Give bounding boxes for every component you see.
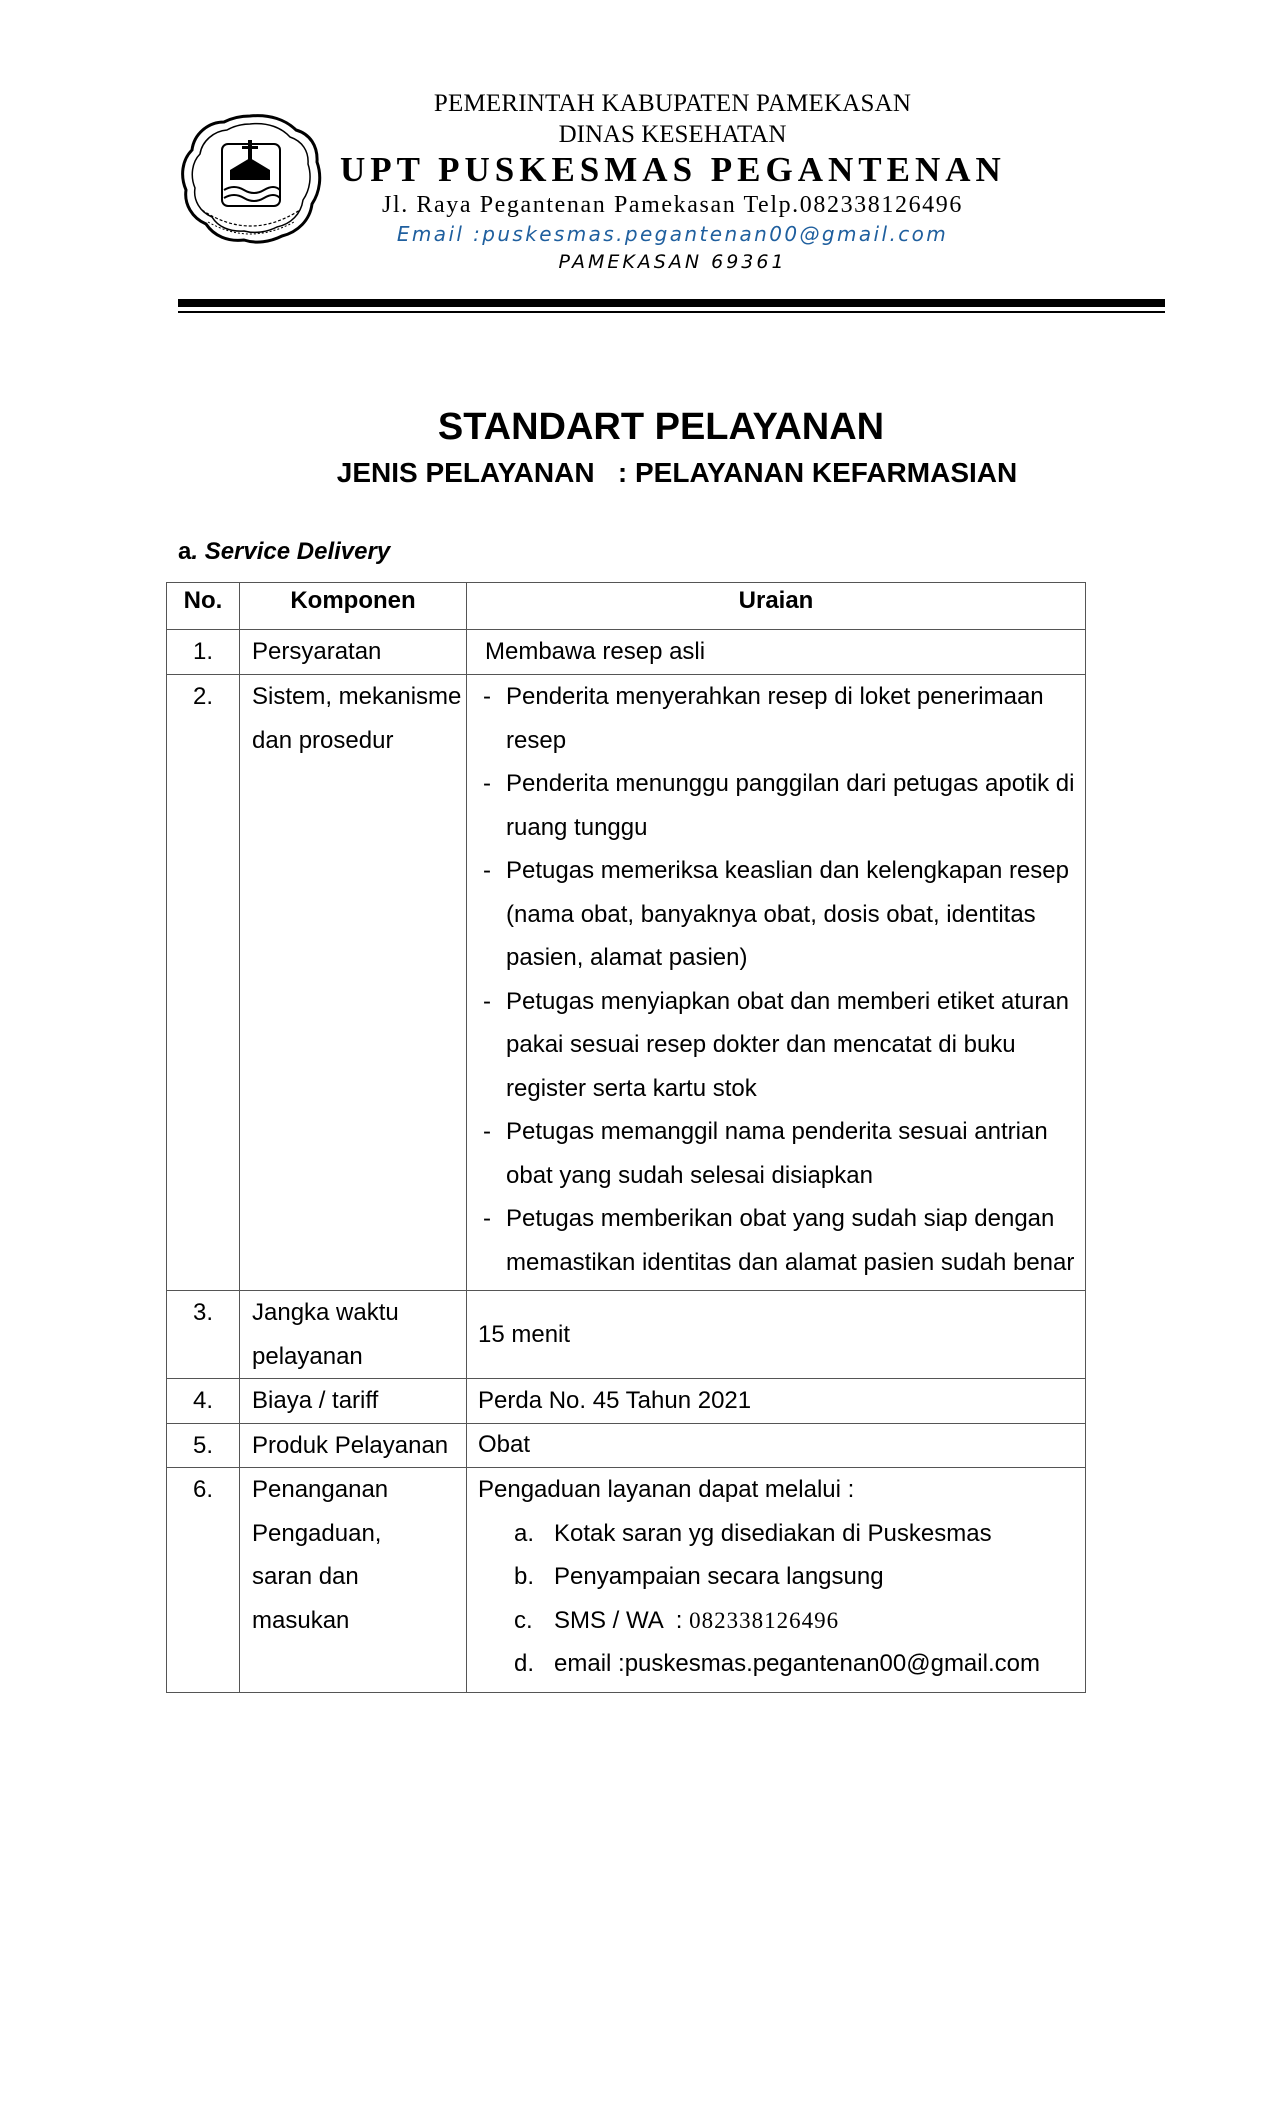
list-item: - Petugas menyiapkan obat dan memberi etiket aturan pakai sesuai resep dokter dan mencatat di buku register serta kartu stok xyxy=(478,980,1085,1111)
header-uraian: Uraian xyxy=(467,583,1086,630)
row-uraian: Perda No. 45 Tahun 2021 xyxy=(467,1379,1086,1424)
letterhead-address: Jl. Raya Pegantenan Pamekasan Telp.082338126496 xyxy=(382,192,963,218)
complaint-channel-list xyxy=(478,1512,1085,1686)
list-marker: b. xyxy=(514,1563,535,1590)
section-prefix: a xyxy=(178,538,192,565)
row-uraian: 15 menit xyxy=(467,1291,1086,1379)
list-item xyxy=(514,1512,1085,1556)
letterhead-divider-thick xyxy=(178,299,1165,307)
row-no: 4. xyxy=(167,1379,240,1424)
row-komponen: Jangka waktu pelayanan xyxy=(240,1291,467,1379)
list-text: email :puskesmas.pegantenan00@gmail.com xyxy=(554,1650,1040,1677)
row-no: 6. xyxy=(167,1468,240,1693)
list-item: - Penderita menyerahkan resep di loket penerimaan resep xyxy=(478,675,1085,762)
row-komponen: Sistem, mekanisme dan prosedur xyxy=(240,675,467,1291)
table-header-row xyxy=(167,583,1086,630)
row-no: 5. xyxy=(167,1423,240,1468)
letterhead-department: DINAS KESEHATAN xyxy=(558,121,787,148)
letterhead-email: Email :puskesmas.pegantenan00@gmail.com xyxy=(396,222,949,246)
list-text: SMS / WA : xyxy=(554,1606,690,1634)
procedure-list xyxy=(478,675,1085,1284)
list-text: Kotak saran yg disediakan di Puskesmas xyxy=(554,1519,992,1547)
table-row xyxy=(167,1423,1086,1468)
complaint-intro: Pengaduan layanan dapat melalui : xyxy=(478,1476,855,1503)
list-item: - Penderita menunggu panggilan dari petugas apotik di ruang tunggu xyxy=(478,762,1085,849)
service-type-subtitle: JENIS PELAYANAN : PELAYANAN KEFARMASIAN xyxy=(336,457,1018,488)
letterhead-government: PEMERINTAH KABUPATEN PAMEKASAN xyxy=(433,90,912,117)
list-item xyxy=(514,1642,1085,1686)
row-no: 2. xyxy=(167,675,240,1291)
row-komponen: Persyaratan xyxy=(240,630,467,675)
document-title: STANDART PELAYANAN xyxy=(437,406,885,448)
table-row xyxy=(167,675,1086,1291)
table-row xyxy=(167,1468,1086,1693)
letterhead-divider-thin xyxy=(178,311,1165,313)
row-komponen: Produk Pelayanan xyxy=(240,1423,467,1468)
row-uraian: Obat xyxy=(467,1423,1086,1468)
row-no: 1. xyxy=(167,630,240,675)
regional-emblem-icon xyxy=(178,110,323,245)
phone-number: 082338126496 xyxy=(689,1607,840,1633)
list-item: - Petugas memberikan obat yang sudah siap dengan memastikan identitas dan alamat pasien sudah benar xyxy=(478,1197,1085,1284)
list-text: Penyampaian secara langsung xyxy=(554,1563,884,1590)
row-no: 3. xyxy=(167,1291,240,1379)
section-label: . Service Delivery xyxy=(191,538,391,565)
list-marker: a. xyxy=(514,1519,535,1547)
row-uraian xyxy=(467,675,1086,1291)
list-marker: d. xyxy=(514,1650,535,1677)
list-item xyxy=(514,1599,1085,1643)
letterhead-institution: UPT PUSKESMAS PEGANTENAN xyxy=(340,150,1006,189)
list-item xyxy=(514,1555,1085,1599)
list-marker: c. xyxy=(514,1606,533,1634)
table-row xyxy=(167,1379,1086,1424)
section-heading xyxy=(178,538,390,566)
list-item: - Petugas memanggil nama penderita sesuai antrian obat yang sudah selesai disiapkan xyxy=(478,1110,1085,1197)
row-komponen: Penanganan Pengaduan, saran dan masukan xyxy=(240,1468,467,1693)
table-row xyxy=(167,630,1086,675)
header-no: No. xyxy=(167,583,240,630)
row-uraian xyxy=(467,1468,1086,1693)
row-komponen: Biaya / tariff xyxy=(240,1379,467,1424)
letterhead-city: PAMEKASAN 69361 xyxy=(558,251,787,273)
service-delivery-table xyxy=(166,582,1086,1693)
row-uraian: Membawa resep asli xyxy=(467,630,1086,675)
header-komponen: Komponen xyxy=(240,583,467,630)
list-item: - Petugas memeriksa keaslian dan kelengkapan resep (nama obat, banyaknya obat, dosis obat, identitas pasien, alamat pasien) xyxy=(478,849,1085,980)
table-row xyxy=(167,1291,1086,1379)
